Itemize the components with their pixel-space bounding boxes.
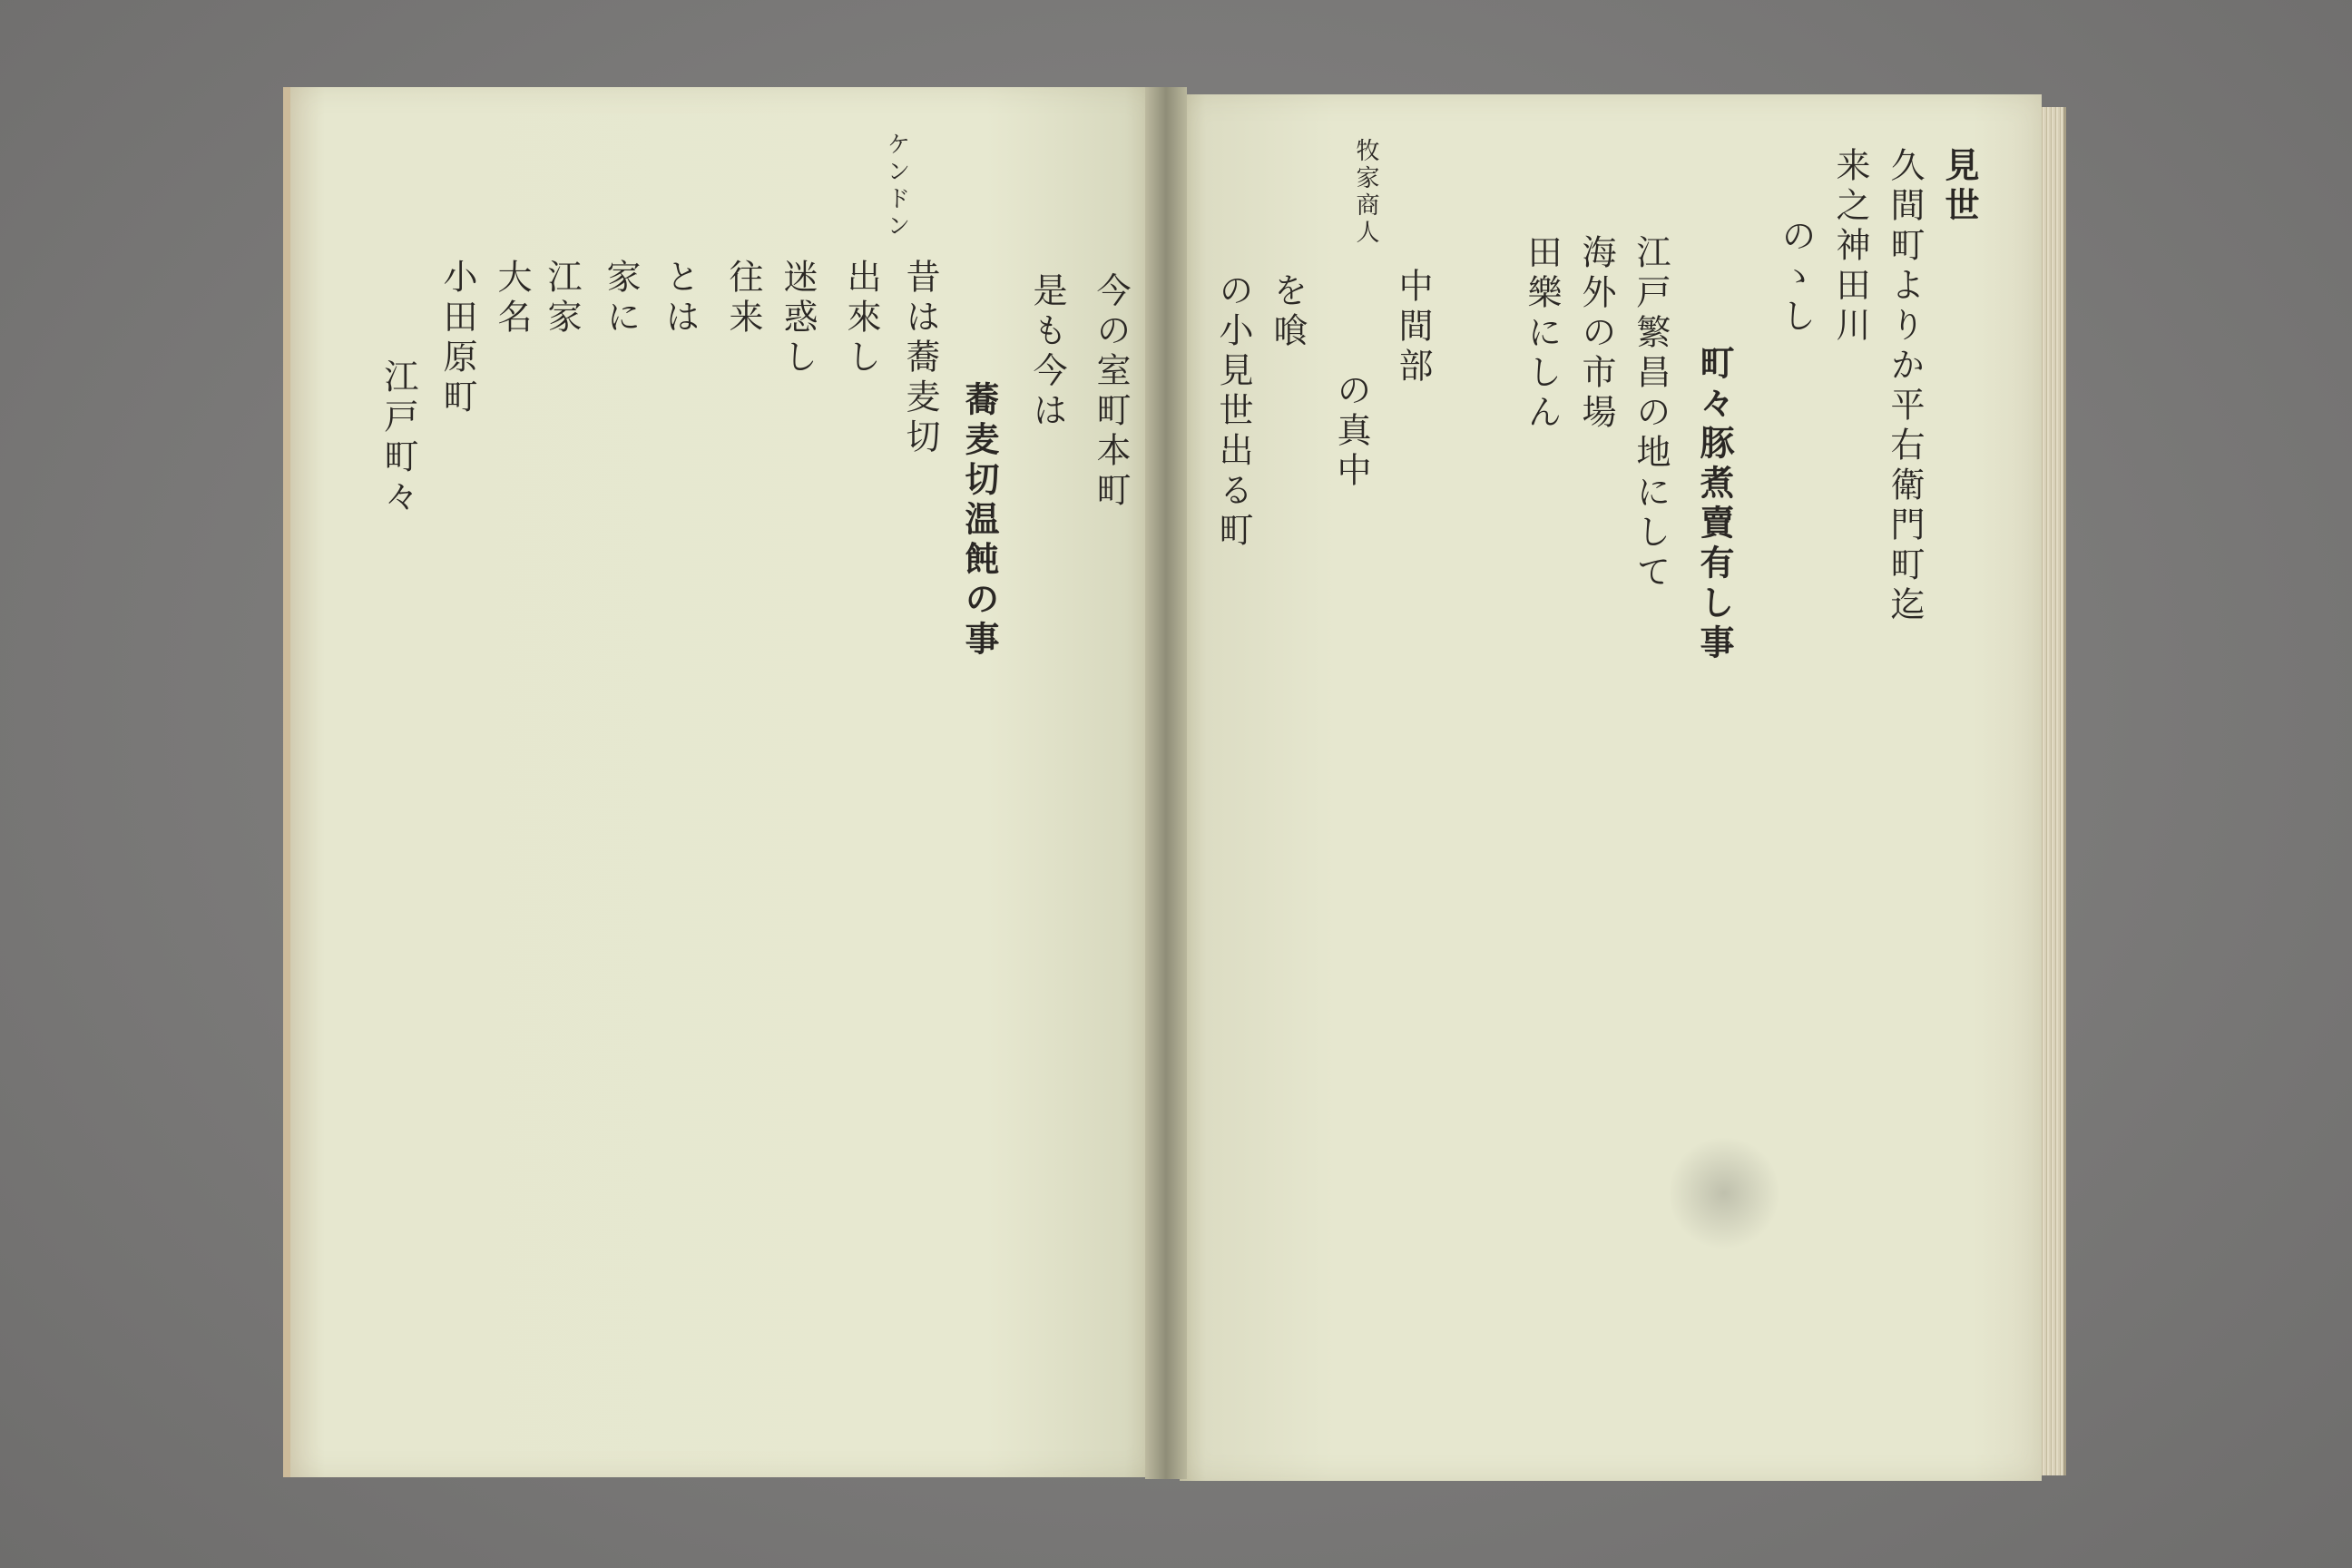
right-page-column: 来之神田川 xyxy=(1830,147,1870,347)
right-page-column: 中間部 xyxy=(1393,268,1433,387)
left-page-column: 江戸町々 xyxy=(378,358,418,518)
page-stain xyxy=(1670,1134,1779,1252)
right-page-column: のゝし xyxy=(1776,218,1816,338)
left-page-column: 小田原町 xyxy=(437,259,477,418)
right-page-header: 牧家商人 xyxy=(1352,138,1379,247)
left-page-column: 家に xyxy=(601,259,641,338)
book-gutter xyxy=(1145,87,1187,1479)
left-page-column: 蕎麦切温飩の事 xyxy=(959,381,1000,661)
right-page-column: の真中 xyxy=(1331,372,1371,492)
right-page-column: 田樂にしん xyxy=(1522,234,1562,434)
left-page-header: ケンドン xyxy=(883,132,910,240)
left-page-column: とは xyxy=(660,259,700,338)
right-page-column: 町々豚煮賣有し事 xyxy=(1694,345,1735,664)
left-page-column: 江家 xyxy=(542,259,582,338)
right-page-column: 見世 xyxy=(1939,147,1980,227)
left-page-column: 昔は蕎麦切 xyxy=(900,259,940,458)
right-page-column: 江戸繁昌の地にして xyxy=(1631,234,1671,593)
right-page-column: の小見世出る町 xyxy=(1213,272,1253,552)
left-page-column: 是も今は xyxy=(1027,272,1067,432)
right-page-column: を喰 xyxy=(1268,272,1308,352)
left-page-column: 今の室町本町 xyxy=(1091,272,1131,512)
left-page-column: 出來し xyxy=(841,259,881,378)
left-page-column: 往来 xyxy=(723,259,763,338)
right-page-column: 久間町よりか平右衛門町迄 xyxy=(1885,147,1925,626)
right-page-column: 海外の市場 xyxy=(1576,234,1616,434)
left-page-column: 大名 xyxy=(492,259,532,338)
left-page-column: 迷惑し xyxy=(778,259,818,378)
